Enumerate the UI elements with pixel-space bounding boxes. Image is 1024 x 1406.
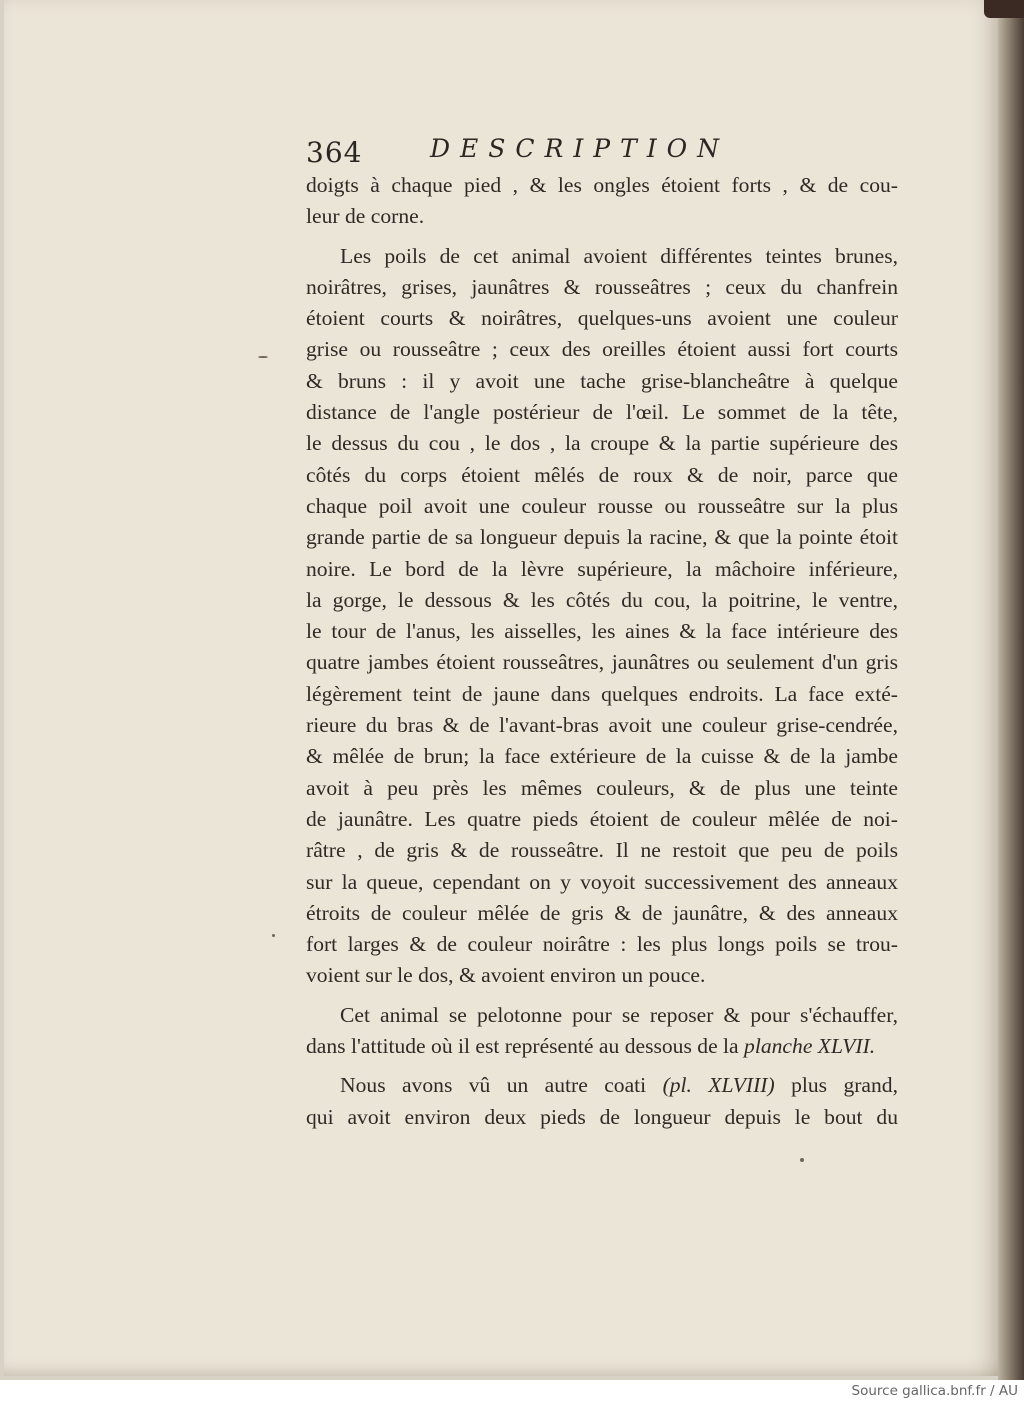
page-edge-shadow xyxy=(998,0,1024,1380)
text-line: le dessus du cou , le dos , la croupe & la partie supérieure des xyxy=(306,431,898,456)
text-line: noire. Le bord de la lèvre supérieure, la mâchoire inférieure, xyxy=(306,556,898,581)
text-line: rieure du bras & de l'avant-bras avoit une couleur grise-cendrée, xyxy=(306,713,898,738)
text-line: de jaunâtre. Les quatre pieds étoient de couleur mêlée de noi- xyxy=(306,806,898,831)
text-line: côtés du corps étoient mêlés de roux & de noir, parce que xyxy=(306,462,898,487)
plate-reference: planche XLVII. xyxy=(744,1034,876,1059)
text-line: sur la queue, cependant on y voyoit successivement des anneaux xyxy=(306,869,898,894)
paragraph-gap xyxy=(306,233,898,241)
text-line: râtre , de gris & de rousseâtre. Il ne restoit que peu de poils xyxy=(306,838,898,863)
paper-speck xyxy=(272,934,275,937)
text-line xyxy=(306,1031,898,1062)
text-line xyxy=(306,1070,898,1101)
text-line: grise ou rousseâtre ; ceux des oreilles étoient aussi fort courts xyxy=(306,337,898,362)
text-line: qui avoit environ deux pieds de longueur depuis le bout du xyxy=(306,1104,898,1129)
text-line: noirâtres, grises, jaunâtres & rousseâtres ; ceux du chanfrein xyxy=(306,274,898,299)
text-line: doigts à chaque pied , & les ongles étoient forts , & de cou- xyxy=(306,173,898,197)
text-line: chaque poil avoit une couleur rousse ou rousseâtre sur la plus xyxy=(306,493,898,518)
text-line: Les poils de cet animal avoient différentes teintes brunes, xyxy=(340,243,898,268)
text-line: & mêlée de brun; la face extérieure de la cuisse & de la jambe xyxy=(306,744,898,769)
text-line: la gorge, le dessous & les côtés du cou, la poitrine, le ventre, xyxy=(306,587,898,612)
text-line: Cet animal se pelotonne pour se reposer & pour s'échauffer, xyxy=(340,1002,898,1027)
text-line: quatre jambes étoient rousseâtres, jaunâtres ou seulement d'un gris xyxy=(306,650,898,675)
text-line: étoient courts & noirâtres, quelques-uns avoient une couleur xyxy=(306,306,898,331)
text-line: le tour de l'anus, les aisselles, les aines & la face intérieure des xyxy=(306,619,898,644)
page-number: 364 xyxy=(306,136,363,169)
paper-speck xyxy=(800,1158,804,1162)
text-run: Nous avons vû un autre coati xyxy=(340,1073,663,1098)
text-line: fort larges & de couleur noirâtre : les plus longs poils se trou- xyxy=(306,932,898,957)
text-line: leur de corne. xyxy=(306,204,425,229)
paragraph-gap xyxy=(306,992,898,1000)
paper-speck xyxy=(258,356,268,358)
text-line: avoit à peu près les mêmes couleurs, & de plus une teinte xyxy=(306,775,898,800)
running-title: DESCRIPTION xyxy=(430,134,729,163)
body-text xyxy=(306,170,898,1133)
binding-corner xyxy=(984,0,1024,18)
plate-reference: (pl. XLVIII) xyxy=(662,1073,775,1098)
text-run: dans l'attitude où il est représenté au dessous de la xyxy=(306,1034,745,1059)
text-run: plus grand, xyxy=(774,1073,899,1098)
text-line: voient sur le dos, & avoient environ un pouce. xyxy=(306,963,706,988)
text-line: & bruns : il y avoit une tache grise-blancheâtre à quelque xyxy=(306,368,898,393)
text-line: étroits de couleur mêlée de gris & de jaunâtre, & des anneaux xyxy=(306,900,898,925)
text-line: distance de l'angle postérieur de l'œil. Le sommet de la tête, xyxy=(306,400,898,425)
source-credit: Source gallica.bnf.fr / AU xyxy=(851,1383,1018,1399)
text-line: grande partie de sa longueur depuis la racine, & que la pointe étoit xyxy=(306,525,898,550)
paragraph-gap xyxy=(306,1062,898,1070)
text-line: légèrement teint de jaune dans quelques endroits. La face exté- xyxy=(306,681,898,706)
